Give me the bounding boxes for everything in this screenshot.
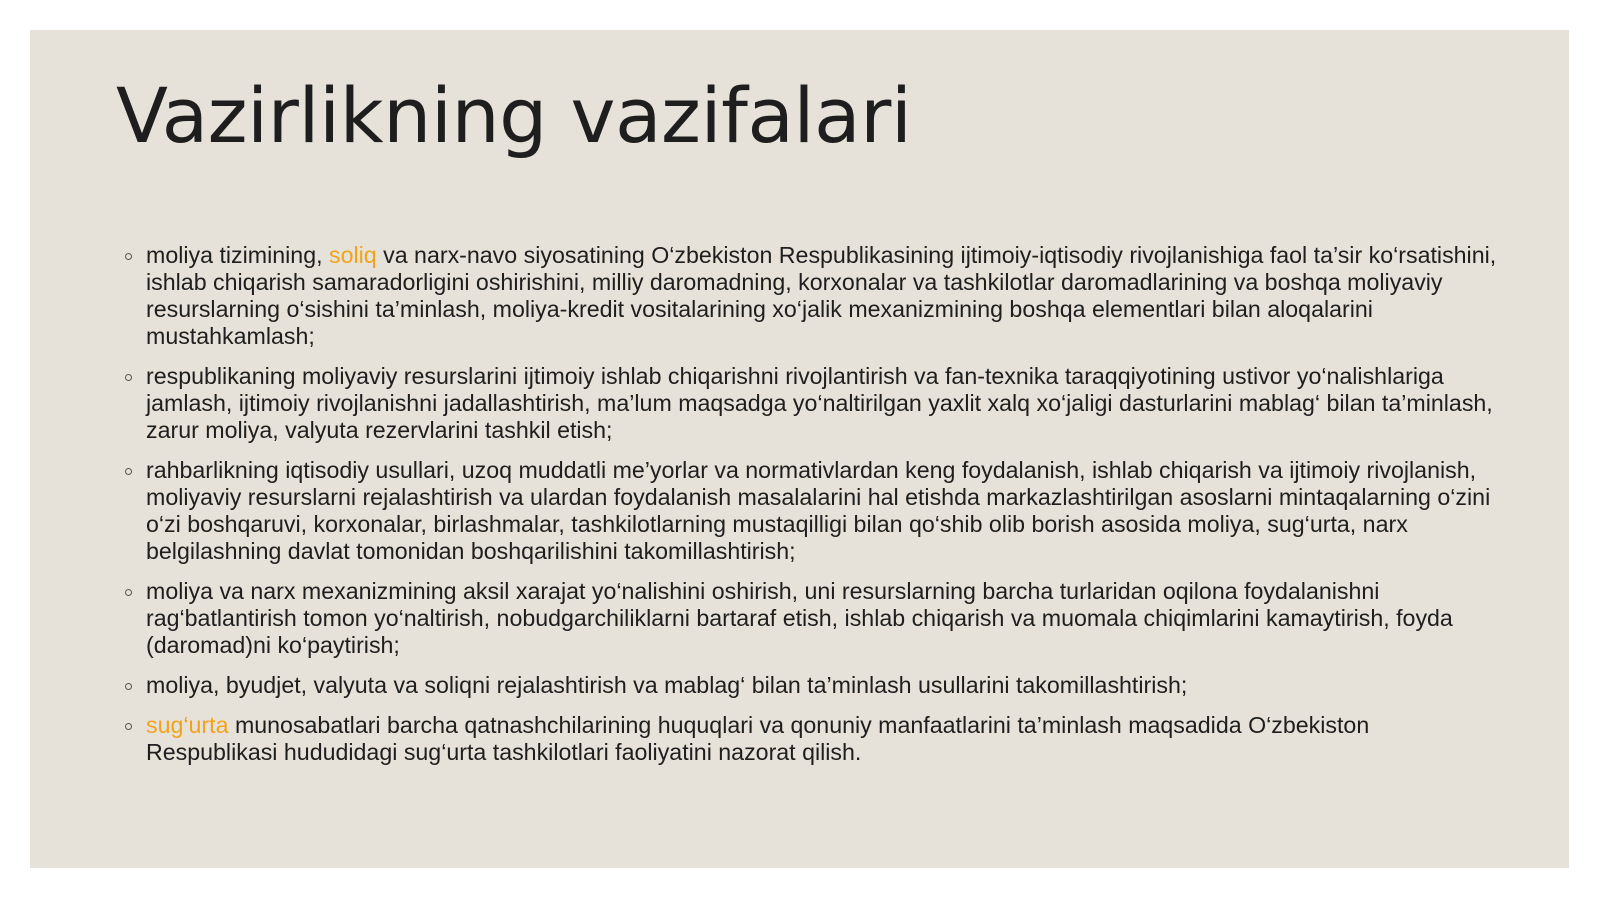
list-item	[122, 242, 1504, 350]
hollow-circle-bullet-icon	[125, 589, 132, 596]
hollow-circle-bullet-icon	[125, 253, 132, 260]
bullet-list	[122, 242, 1504, 779]
list-item	[122, 457, 1504, 565]
list-item	[122, 712, 1504, 766]
slide-title: Vazirlikning vazifalari	[116, 71, 912, 160]
accent-link-text[interactable]: soliq	[328, 242, 377, 268]
list-item	[122, 672, 1504, 699]
hollow-circle-bullet-icon	[125, 683, 132, 690]
list-item	[122, 578, 1504, 659]
hollow-circle-bullet-icon	[125, 468, 132, 475]
accent-link-text[interactable]: sug‘urta	[146, 712, 229, 738]
bullet-text-rest: munosabatlari barcha qatnashchilarining huquqlari va qonuniy manfaatlarini ta’minlash maqsadida O‘zbekiston Respublikasi hududidagi sug‘urta tashkilotlari faoliyatini nazorat qilish.	[146, 712, 1370, 765]
slide	[30, 30, 1569, 868]
bullet-text: moliya tizimining,	[146, 242, 329, 268]
hollow-circle-bullet-icon	[125, 723, 132, 730]
list-item	[122, 363, 1504, 444]
bullet-text: rahbarlikning iqtisodiy usullari, uzoq muddatli me’yorlar va normativlardan keng foydalanish, ishlab chiqarish va ijtimoiy rivojlanish, moliyaviy resurslarni rejalashtirish va ulardan foydalanish masalalarini hal etishda markazlashtirilgan asoslarni mintaqalarning o‘zini o‘zi boshqaruvi, korxonalar, birlashmalar, tashkilotlarning mustaqilligi bilan qo‘shib olib borish asosida moliya, sug‘urta, narx belgilashning davlat tomonidan boshqarilishini takomillashtirish;	[146, 457, 1491, 564]
bullet-text: respublikaning moliyaviy resurslarini ijtimoiy ishlab chiqarishni rivojlantirish va fan-texnika taraqqiyotining ustivor yo‘nalishlariga jamlash, ijtimoiy rivojlanishni jadallashtirish, ma’lum maqsadga yo‘naltirilgan yaxlit xalq xo‘jaligi dasturlarini mablag‘ bilan ta’minlash, zarur moliya, valyuta rezervlarini tashkil etish;	[146, 363, 1493, 443]
bullet-text: moliya va narx mexanizmining aksil xarajat yo‘nalishini oshirish, uni resurslarning barcha turlaridan oqilona foydalanishni rag‘batlantirish tomon yo‘naltirish, nobudgarchiliklarni bartaraf etish, ishlab chiqarish va muomala chiqimlarini kamaytirish, foyda (daromad)ni ko‘paytirish;	[146, 578, 1453, 658]
hollow-circle-bullet-icon	[125, 374, 132, 381]
bullet-text-rest: va narx-navo siyosatining O‘zbekiston Respublikasining ijtimoiy-iqtisodiy rivojlanishiga faol ta’sir ko‘rsatishini, ishlab chiqarish samaradorligini oshirishini, milliy daromadning, korxonalar va tashkilotlar daromadlarining va boshqa moliyaviy resurslarning o‘sishini ta’minlash, moliya-kredit vositalarining xo‘jalik mexanizmining boshqa elementlari bilan aloqalarini mustahkamlash;	[146, 242, 1497, 349]
bullet-text: moliya, byudjet, valyuta va soliqni rejalashtirish va mablag‘ bilan ta’minlash usullarini takomillashtirish;	[146, 672, 1188, 698]
